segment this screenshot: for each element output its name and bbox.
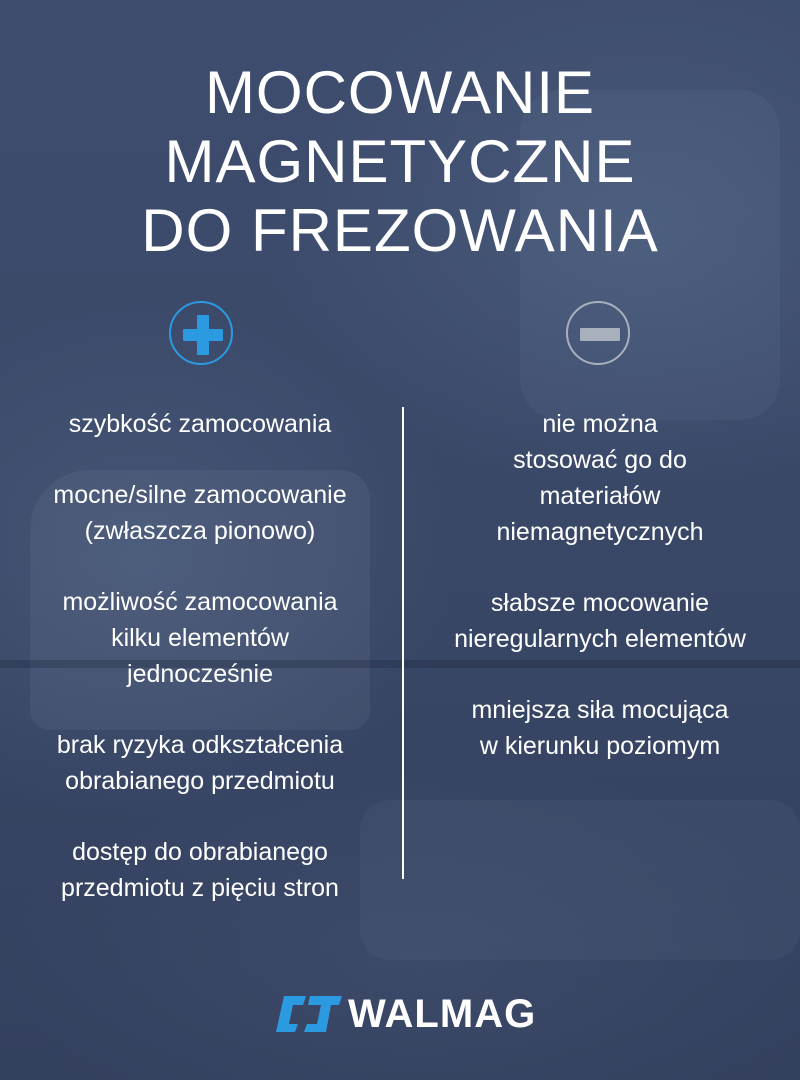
item-line: słabsze mocowanie bbox=[490, 589, 710, 617]
pros-list bbox=[0, 406, 400, 941]
title-line: MAGNETYCZNE bbox=[164, 128, 636, 195]
pros-item bbox=[0, 727, 400, 799]
item-line: kilku elementów bbox=[111, 624, 289, 652]
walmag-logo-mark-icon bbox=[276, 994, 342, 1034]
minus-circle-icon bbox=[566, 301, 630, 365]
pros-item bbox=[0, 584, 400, 692]
item-line: szybkość zamocowania bbox=[68, 410, 332, 438]
item-line: nie można bbox=[542, 410, 658, 438]
item-line: materiałów bbox=[539, 482, 661, 510]
item-line: przedmiotu z pięciu stron bbox=[61, 874, 339, 902]
item-line: brak ryzyka odkształcenia bbox=[56, 731, 344, 759]
page-title bbox=[0, 58, 800, 265]
item-line: mniejsza siła mocująca bbox=[471, 696, 729, 724]
title-line: MOCOWANIE bbox=[204, 59, 596, 126]
cons-item bbox=[400, 585, 800, 657]
logo-wordmark: WALMAG bbox=[348, 992, 537, 1036]
item-line: nieregularnych elementów bbox=[454, 625, 746, 653]
pros-item bbox=[0, 406, 400, 442]
plus-circle-icon bbox=[169, 301, 233, 365]
item-line: dostęp do obrabianego bbox=[72, 838, 328, 866]
background-table-shape bbox=[360, 800, 800, 960]
item-line: w kierunku poziomym bbox=[479, 732, 721, 760]
pros-item bbox=[0, 477, 400, 549]
item-line: jednocześnie bbox=[127, 660, 273, 688]
item-line: możliwość zamocowania bbox=[62, 588, 338, 616]
item-line: niemagnetycznych bbox=[496, 518, 704, 546]
cons-list bbox=[400, 406, 800, 799]
pros-item bbox=[0, 834, 400, 906]
cons-item bbox=[400, 692, 800, 764]
item-line: stosować go do bbox=[513, 446, 687, 474]
walmag-logo bbox=[276, 994, 536, 1034]
item-line: obrabianego przedmiotu bbox=[65, 767, 335, 795]
item-line: (zwłaszcza pionowo) bbox=[84, 517, 316, 545]
cons-item bbox=[400, 406, 800, 550]
item-line: mocne/silne zamocowanie bbox=[53, 481, 347, 509]
title-line: DO FREZOWANIA bbox=[141, 197, 659, 264]
